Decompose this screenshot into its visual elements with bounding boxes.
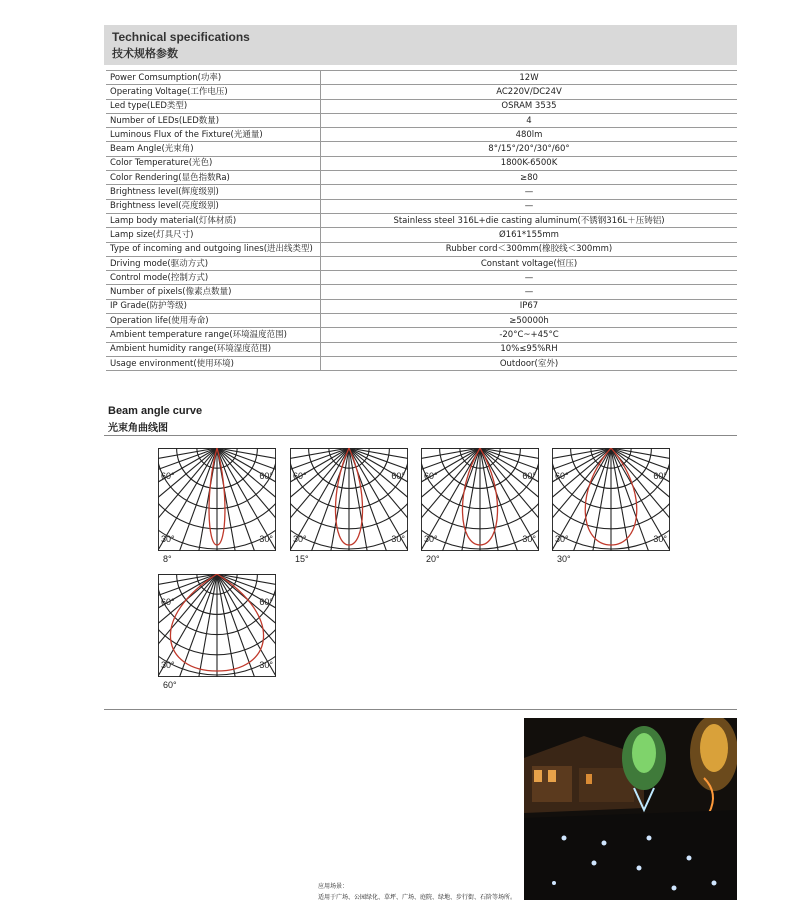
spec-key: Driving mode(驱动方式) (106, 256, 321, 270)
spec-key: Usage environment(使用环境) (106, 356, 321, 370)
spec-row (106, 199, 737, 213)
spec-key: Brightness level(辉度级别) (106, 185, 321, 199)
spec-value: — (321, 285, 738, 299)
spec-value: Rubber cord＜300mm(橡胶线＜300mm) (321, 242, 738, 256)
axis-label-30: 30° (653, 534, 667, 544)
spec-row (106, 171, 737, 185)
section-divider (104, 435, 737, 436)
spec-key: Brightness level(亮度级别) (106, 199, 321, 213)
application-photo (524, 718, 737, 900)
axis-label-30: 30° (391, 534, 405, 544)
beam-chart (552, 448, 670, 551)
spec-value: Outdoor(室外) (321, 356, 738, 370)
axis-label-60: 60° (161, 597, 175, 607)
spec-key: Power Comsumption(功率) (106, 71, 321, 85)
beam-section-title (108, 405, 202, 434)
beam-chart (421, 448, 539, 551)
spec-value: — (321, 199, 738, 213)
spec-key: Ambient temperature range(环境温度范围) (106, 328, 321, 342)
beam-chart (158, 448, 276, 551)
beam-chart-label: 20° (426, 554, 440, 564)
spec-value: 8°/15°/20°/30°/60° (321, 142, 738, 156)
axis-label-30: 30° (293, 534, 307, 544)
spec-key: IP Grade(防护等级) (106, 299, 321, 313)
spec-value: — (321, 185, 738, 199)
spec-key: Number of pixels(像素点数量) (106, 285, 321, 299)
spec-key: Led type(LED类型) (106, 99, 321, 113)
spec-row (106, 242, 737, 256)
spec-row (106, 299, 737, 313)
axis-label-60: 60° (424, 471, 438, 481)
beam-chart-label: 60° (163, 680, 177, 690)
spec-title-en: Technical specifications (112, 30, 250, 44)
spec-key: Type of incoming and outgoing lines(进出线类型) (106, 242, 321, 256)
axis-label-30: 30° (259, 534, 273, 544)
spec-value: AC220V/DC24V (321, 85, 738, 99)
beam-title-en: Beam angle curve (108, 405, 203, 417)
spec-row (106, 314, 737, 328)
spec-key: Ambient humidity range(环境湿度范围) (106, 342, 321, 356)
spec-row (106, 99, 737, 113)
spec-row (106, 113, 737, 127)
spec-row (106, 71, 737, 85)
spec-key: Color Temperature(光色) (106, 156, 321, 170)
axis-label-30: 30° (424, 534, 438, 544)
spec-title-cn: 技术规格参数 (112, 48, 178, 60)
spec-key: Control mode(控制方式) (106, 271, 321, 285)
spec-value: 10%≤95%RH (321, 342, 738, 356)
spec-value: Ø161*155mm (321, 228, 738, 242)
application-note-title: 应用场景： (318, 883, 349, 890)
spec-table (106, 70, 737, 371)
spec-row (106, 356, 737, 370)
axis-label-60: 60° (161, 471, 175, 481)
spec-row (106, 271, 737, 285)
spec-row (106, 128, 737, 142)
spec-value: 4 (321, 113, 738, 127)
spec-value: Stainless steel 316L+die casting aluminum(不锈钢316L＋压铸铝) (321, 213, 738, 227)
spec-key: Color Rendering(显色指数Ra) (106, 171, 321, 185)
spec-value: OSRAM 3535 (321, 99, 738, 113)
spec-row (106, 228, 737, 242)
spec-key: Operation life(使用寿命) (106, 314, 321, 328)
section-divider (104, 709, 737, 710)
axis-label-30: 30° (161, 534, 175, 544)
axis-label-60: 60° (259, 597, 273, 607)
spec-key: Lamp body material(灯体材质) (106, 213, 321, 227)
spec-value: 480lm (321, 128, 738, 142)
spec-key: Operating Voltage(工作电压) (106, 85, 321, 99)
beam-chart-label: 30° (557, 554, 571, 564)
spec-row (106, 342, 737, 356)
axis-label-60: 60° (391, 471, 405, 481)
beam-chart (158, 574, 276, 677)
application-note (318, 881, 516, 903)
beam-chart-label: 15° (295, 554, 309, 564)
spec-row (106, 142, 737, 156)
spec-key: Beam Angle(光束角) (106, 142, 321, 156)
spec-row (106, 328, 737, 342)
spec-row (106, 213, 737, 227)
beam-chart (290, 448, 408, 551)
axis-label-30: 30° (555, 534, 569, 544)
spec-value: 12W (321, 71, 738, 85)
spec-value: -20°C~+45°C (321, 328, 738, 342)
spec-value: — (321, 271, 738, 285)
spec-value: ≥80 (321, 171, 738, 185)
spec-row (106, 85, 737, 99)
axis-label-60: 60° (259, 471, 273, 481)
spec-value: Constant voltage(恒压) (321, 256, 738, 270)
spec-value: ≥50000h (321, 314, 738, 328)
spec-row (106, 285, 737, 299)
axis-label-30: 30° (161, 660, 175, 670)
axis-label-60: 60° (653, 471, 667, 481)
axis-label-60: 60° (522, 471, 536, 481)
spec-key: Lamp size(灯具尺寸) (106, 228, 321, 242)
spec-key: Number of LEDs(LED数量) (106, 113, 321, 127)
beam-title-cn: 光束角曲线图 (108, 423, 168, 434)
spec-row (106, 185, 737, 199)
spec-row (106, 256, 737, 270)
application-note-text: 适用于广场、公园绿化、草坪、广场、庭院、绿地、步行街、石阶等场所。 (318, 894, 517, 901)
axis-label-30: 30° (522, 534, 536, 544)
spec-value: IP67 (321, 299, 738, 313)
spec-header-band (104, 25, 737, 65)
spec-row (106, 156, 737, 170)
axis-label-30: 30° (259, 660, 273, 670)
beam-chart-label: 8° (163, 554, 172, 564)
spec-key: Luminous Flux of the Fixture(光通量) (106, 128, 321, 142)
axis-label-60: 60° (555, 471, 569, 481)
spec-value: 1800K-6500K (321, 156, 738, 170)
axis-label-60: 60° (293, 471, 307, 481)
